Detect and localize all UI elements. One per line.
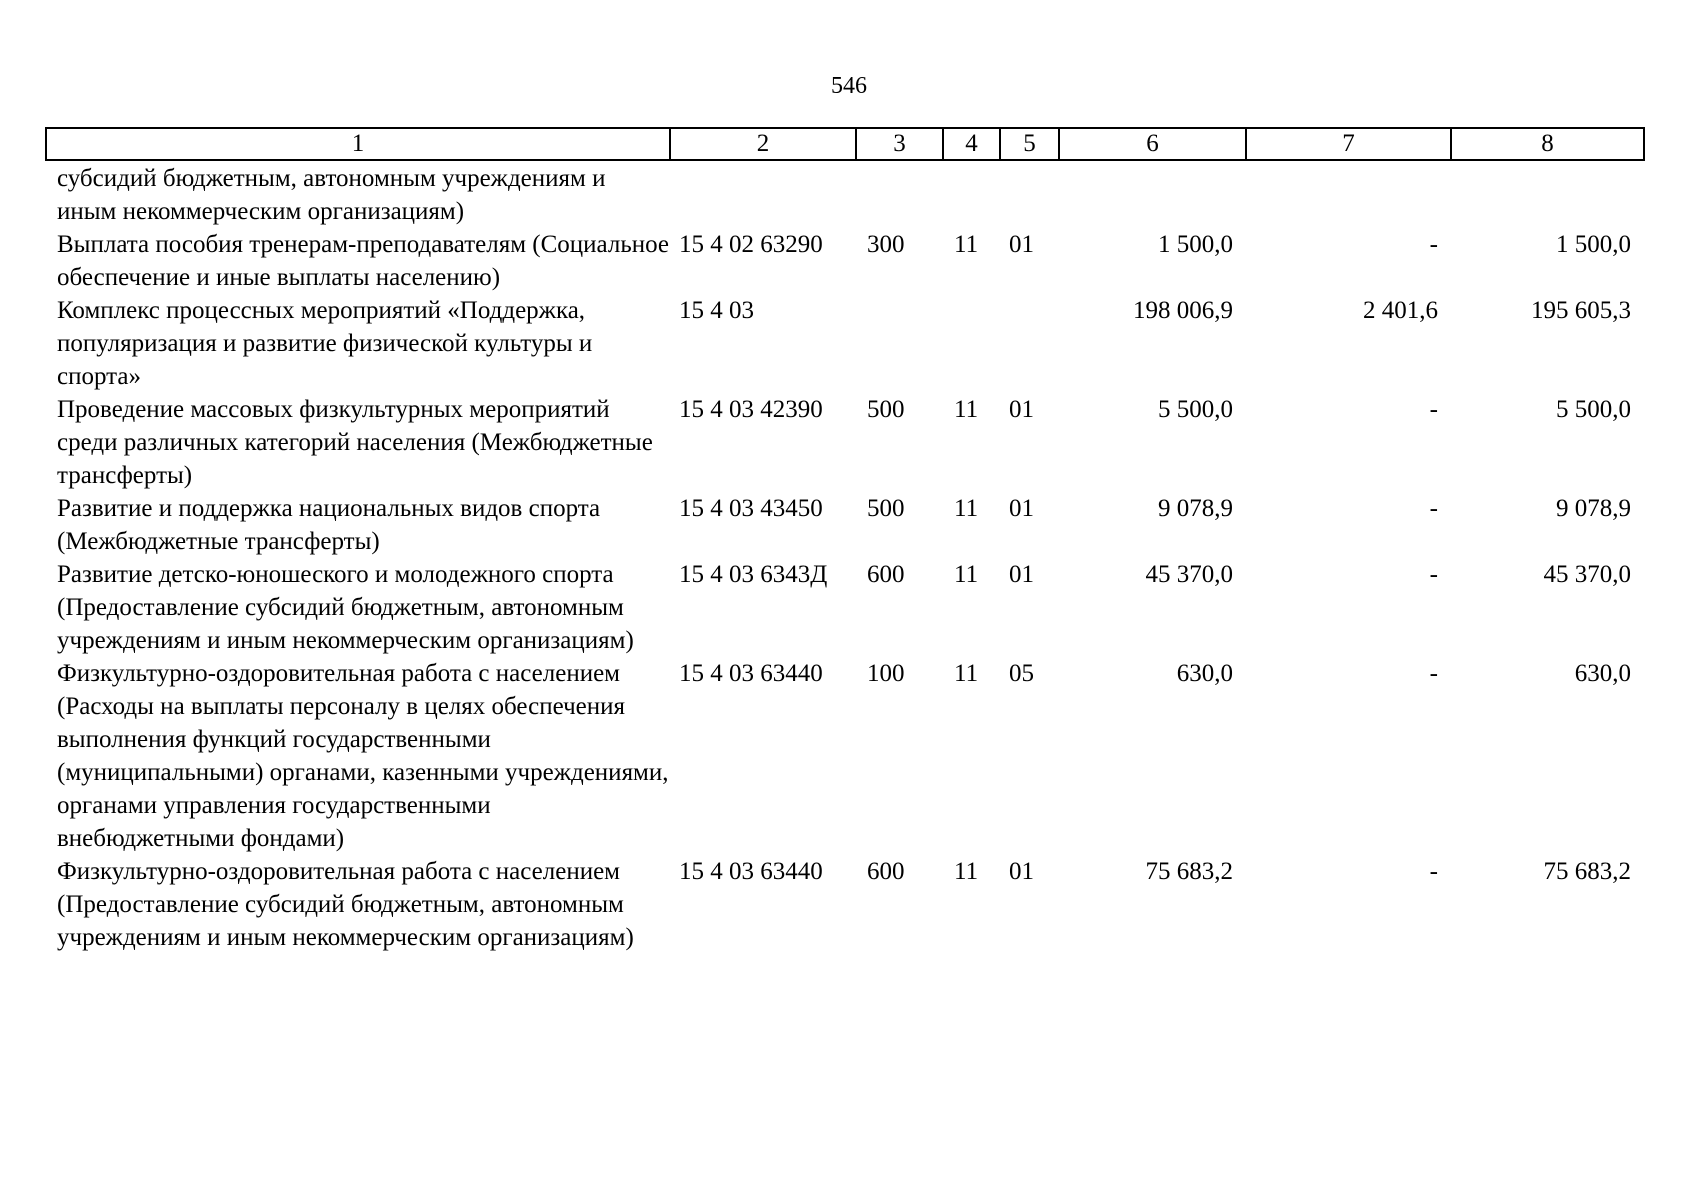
row-code — [669, 162, 855, 228]
column-header-7: 7 — [1246, 128, 1451, 160]
row-vr: 600 — [867, 858, 905, 885]
row-rz: 11 — [954, 231, 979, 258]
row-federal: - — [1429, 858, 1438, 885]
row-vr: 500 — [867, 495, 905, 522]
row-code: 15 4 03 6343Д — [679, 561, 828, 588]
column-header-row — [46, 128, 1644, 160]
row-pr — [999, 162, 1058, 228]
row-name: Физкультурно-оздоровительная работа с населением (Предоставление субсидий бюджетным, автономным учреждениям и иным некоммерческим организациям) — [57, 858, 634, 951]
table-body — [45, 162, 1643, 954]
row-total: 75 683,2 — [1145, 858, 1233, 885]
column-header-table — [45, 127, 1645, 161]
row-federal: 2 401,6 — [1363, 297, 1438, 324]
row-rz: 11 — [954, 660, 979, 687]
row-regional — [1450, 162, 1643, 228]
row-pr: 01 — [1009, 396, 1034, 423]
row-regional: 630,0 — [1574, 660, 1631, 687]
row-federal — [1245, 162, 1450, 228]
table-row — [45, 657, 1643, 855]
row-vr — [855, 162, 942, 228]
row-vr: 500 — [867, 396, 905, 423]
row-rz: 11 — [954, 495, 979, 522]
row-federal: - — [1429, 495, 1438, 522]
row-code: 15 4 03 42390 — [679, 396, 823, 423]
row-vr: 300 — [867, 231, 905, 258]
row-vr: 600 — [867, 561, 905, 588]
row-code: 15 4 02 63290 — [679, 231, 823, 258]
row-name: субсидий бюджетным, автономным учреждениям и иным некоммерческим организациям) — [57, 165, 606, 225]
column-header-4: 4 — [943, 128, 1000, 160]
row-total: 9 078,9 — [1158, 495, 1233, 522]
column-header-3: 3 — [856, 128, 943, 160]
row-total: 45 370,0 — [1145, 561, 1233, 588]
row-total: 630,0 — [1176, 660, 1233, 687]
row-total: 5 500,0 — [1158, 396, 1233, 423]
row-total — [1058, 162, 1245, 228]
row-name: Развитие и поддержка национальных видов спорта (Межбюджетные трансферты) — [57, 495, 601, 555]
row-code: 15 4 03 63440 — [679, 660, 823, 687]
row-pr: 01 — [1009, 561, 1034, 588]
page-number: 546 — [831, 73, 867, 99]
row-name: Выплата пособия тренерам-преподавателям (Социальное обеспечение и иные выплаты населению) — [57, 231, 670, 291]
row-regional: 9 078,9 — [1556, 495, 1631, 522]
table-row — [45, 393, 1643, 492]
row-pr: 01 — [1009, 231, 1034, 258]
row-code: 15 4 03 63440 — [679, 858, 823, 885]
row-vr: 100 — [867, 660, 905, 687]
row-rz: 11 — [954, 396, 979, 423]
row-vr — [855, 294, 942, 393]
row-federal: - — [1429, 561, 1438, 588]
row-code: 15 4 03 — [679, 297, 754, 324]
row-total: 1 500,0 — [1158, 231, 1233, 258]
table-row — [45, 492, 1643, 558]
row-pr — [999, 294, 1058, 393]
row-regional: 5 500,0 — [1556, 396, 1631, 423]
table-row — [45, 228, 1643, 294]
row-federal: - — [1429, 396, 1438, 423]
row-regional: 1 500,0 — [1556, 231, 1631, 258]
row-pr: 01 — [1009, 495, 1034, 522]
row-federal: - — [1429, 660, 1438, 687]
row-rz: 11 — [954, 858, 979, 885]
column-header-2: 2 — [670, 128, 856, 160]
row-pr: 05 — [1009, 660, 1034, 687]
row-total: 198 006,9 — [1133, 297, 1233, 324]
row-name: Комплекс процессных мероприятий «Поддержка, популяризация и развитие физической культуры и спорта» — [57, 297, 593, 390]
row-regional: 195 605,3 — [1531, 297, 1631, 324]
row-rz — [942, 294, 999, 393]
row-code: 15 4 03 43450 — [679, 495, 823, 522]
row-regional: 75 683,2 — [1543, 858, 1631, 885]
row-regional: 45 370,0 — [1543, 561, 1631, 588]
table-row — [45, 558, 1643, 657]
column-header-1: 1 — [46, 128, 670, 160]
row-rz: 11 — [954, 561, 979, 588]
table-row — [45, 162, 1643, 228]
row-pr: 01 — [1009, 858, 1034, 885]
row-rz — [942, 162, 999, 228]
row-name: Проведение массовых физкультурных мероприятий среди различных категорий населения (Межбюджетные трансферты) — [57, 396, 653, 489]
column-header-8: 8 — [1451, 128, 1644, 160]
row-name: Физкультурно-оздоровительная работа с населением (Расходы на выплаты персоналу в целях обеспечения выполнения функций государственными (муниципальными) органами, казенными учреждениями, органами управления государственными внебюджетными фондами) — [57, 660, 669, 852]
row-name: Развитие детско-юношеского и молодежного спорта (Предоставление субсидий бюджетным, автономным учреждениям и иным некоммерческим организациям) — [57, 561, 634, 654]
table-row — [45, 294, 1643, 393]
column-header-5: 5 — [1000, 128, 1059, 160]
table-row — [45, 855, 1643, 954]
row-federal: - — [1429, 231, 1438, 258]
column-header-6: 6 — [1059, 128, 1246, 160]
